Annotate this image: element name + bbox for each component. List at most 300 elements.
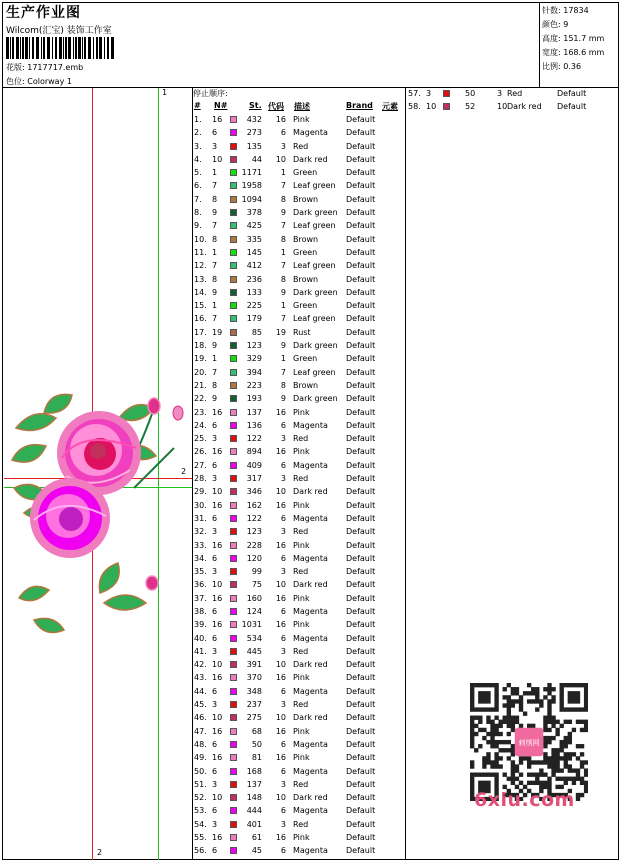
qr-module — [482, 764, 486, 768]
cell-needle: 3 — [212, 474, 218, 484]
cell-st: 1031 — [241, 620, 262, 630]
qr-module — [576, 744, 580, 748]
color-swatch — [230, 435, 237, 442]
qr-module — [551, 724, 555, 728]
qr-module — [519, 707, 523, 711]
cell-desc: Leaf green — [293, 367, 336, 377]
color-swatch — [443, 103, 450, 110]
qr-module — [576, 707, 580, 711]
qr-module — [547, 716, 551, 720]
cell-code: 3 — [280, 646, 286, 656]
color-swatch — [230, 555, 237, 562]
cell-needle: 1 — [212, 247, 218, 257]
qr-module — [584, 724, 588, 728]
stop-table — [193, 114, 407, 859]
col-element: 元素 — [382, 102, 398, 111]
color-swatch — [230, 821, 237, 828]
qr-module — [519, 773, 523, 777]
barcode — [6, 37, 116, 59]
cell-brand: Default — [346, 168, 376, 178]
qr-module — [515, 777, 519, 781]
color-swatch — [230, 475, 237, 482]
cell-desc: Brown — [293, 380, 319, 390]
qr-module — [539, 760, 543, 764]
cell-desc: Red — [293, 700, 309, 710]
qr-module — [511, 781, 515, 785]
stat-colors: 颜色: 9 — [542, 20, 569, 29]
qr-module — [515, 768, 519, 772]
qr-module — [543, 736, 547, 740]
qr-module — [470, 728, 474, 732]
table-row — [193, 500, 407, 513]
qr-module — [547, 703, 551, 707]
cell-code: 9 — [280, 208, 286, 218]
table-row — [193, 779, 407, 792]
qr-module — [555, 768, 559, 772]
qr-module — [543, 773, 547, 777]
qr-module — [547, 777, 551, 781]
color-swatch — [230, 409, 237, 416]
qr-module — [543, 695, 547, 699]
qr-module — [572, 728, 576, 732]
qr-module — [498, 732, 502, 736]
cell-needle: 1 — [212, 354, 218, 364]
cell-brand: Default — [346, 314, 376, 324]
qr-module — [564, 683, 568, 687]
cell-desc: Red — [293, 474, 309, 484]
qr-module — [486, 740, 490, 744]
cell-needle: 3 — [212, 779, 218, 789]
cell-num: 3. — [194, 141, 202, 151]
qr-module — [560, 691, 564, 695]
qr-module — [503, 695, 507, 699]
qr-module — [523, 711, 527, 715]
qr-module — [547, 781, 551, 785]
cell-desc: Magenta — [293, 513, 328, 523]
qr-module — [555, 777, 559, 781]
qr-module — [470, 724, 474, 728]
qr-module — [555, 748, 559, 752]
color-swatch — [230, 156, 237, 163]
col-stitches: St. — [249, 101, 262, 110]
rose-buds — [146, 398, 183, 590]
table-row — [193, 566, 407, 579]
qr-module — [535, 781, 539, 785]
qr-module — [486, 683, 490, 687]
color-swatch — [230, 169, 237, 176]
qr-module — [478, 707, 482, 711]
marker-right: 2 — [181, 467, 187, 476]
qr-module — [515, 687, 519, 691]
cell-code: 6 — [280, 846, 286, 856]
cell-code: 3 — [280, 141, 286, 151]
cell-needle: 6 — [212, 128, 218, 138]
cell-desc: Pink — [293, 115, 310, 124]
qr-module — [470, 732, 474, 736]
table-row — [193, 367, 407, 380]
cell-num: 52. — [194, 793, 207, 803]
table-row — [193, 726, 407, 739]
qr-module — [486, 720, 490, 724]
barcode-bar — [32, 37, 34, 59]
cell-code: 7 — [280, 181, 286, 191]
qr-module — [498, 764, 502, 768]
qr-module — [568, 736, 572, 740]
qr-module — [547, 736, 551, 740]
qr-module — [551, 752, 555, 756]
table-row — [193, 633, 407, 646]
color-swatch — [230, 581, 237, 588]
cell-brand: Default — [346, 793, 376, 803]
qr-module — [470, 716, 474, 720]
cell-code: 10 — [275, 713, 286, 723]
cell-desc: Pink — [293, 673, 310, 683]
table-row — [193, 699, 407, 712]
cell-needle: 9 — [212, 341, 218, 351]
qr-module — [547, 691, 551, 695]
cell-num: 32. — [194, 527, 207, 537]
qr-module — [470, 720, 474, 724]
qr-module — [568, 777, 572, 781]
qr-module — [478, 720, 482, 724]
color-swatch — [230, 289, 237, 296]
qr-module — [494, 744, 498, 748]
qr-module — [482, 773, 486, 777]
qr-module — [560, 768, 564, 772]
barcode-bar — [65, 37, 67, 59]
qr-module — [519, 703, 523, 707]
cell-brand: Default — [346, 434, 376, 444]
qr-module — [560, 744, 564, 748]
table-row — [193, 832, 407, 845]
qr-module — [568, 707, 572, 711]
qr-module — [551, 756, 555, 760]
cell-needle: 9 — [212, 394, 218, 404]
table-row — [193, 606, 407, 619]
qr-module — [568, 683, 572, 687]
cell-brand: Default — [346, 726, 376, 736]
qr-module — [547, 764, 551, 768]
barcode-bar — [59, 37, 62, 59]
qr-module — [580, 777, 584, 781]
table-row — [193, 433, 407, 446]
cell-num: 53. — [194, 806, 207, 816]
qr-module — [486, 691, 490, 695]
table-row — [193, 446, 407, 459]
cell-desc: Dark red — [293, 154, 328, 164]
cell-num: 40. — [194, 633, 207, 643]
cell-desc: Pink — [293, 540, 310, 550]
cell-st: 168 — [246, 766, 262, 776]
cell-num: 4. — [194, 154, 202, 164]
cell-brand: Default — [346, 341, 376, 351]
color-swatch — [230, 608, 237, 615]
cell-needle: 6 — [212, 633, 218, 643]
cell-desc: Magenta — [293, 686, 328, 696]
color-swatch — [230, 741, 237, 748]
qr-module — [547, 728, 551, 732]
cell-needle: 16 — [212, 620, 223, 630]
cell-desc: Green — [293, 168, 318, 178]
page-title: 生产作业图 — [6, 5, 81, 21]
table-row — [193, 619, 407, 632]
cell-code: 3 — [280, 700, 286, 710]
qr-module — [527, 760, 531, 764]
cell-brand: Default — [346, 487, 376, 497]
qr-module — [482, 691, 486, 695]
qr-module — [543, 716, 547, 720]
qr-module — [478, 695, 482, 699]
barcode-bar — [82, 37, 83, 59]
qr-module — [551, 764, 555, 768]
cell-brand: Default — [346, 420, 376, 430]
cell-needle: 3 — [212, 434, 218, 444]
cell-desc: Dark red — [293, 580, 328, 590]
cell-code: 16 — [275, 753, 286, 763]
cell-brand: Default — [346, 527, 376, 537]
qr-module — [470, 687, 474, 691]
qr-module — [482, 760, 486, 764]
cell-brand: Default — [346, 660, 376, 670]
qr-module — [519, 724, 523, 728]
qr-module — [584, 768, 588, 772]
color-swatch — [230, 355, 237, 362]
cell-num: 29. — [194, 487, 207, 497]
qr-module — [539, 699, 543, 703]
cell-code: 7 — [280, 314, 286, 324]
barcode-bar — [88, 37, 91, 59]
qr-module — [531, 687, 535, 691]
cell-num: 18. — [194, 341, 207, 351]
qr-module — [531, 724, 535, 728]
cell-code: 6 — [280, 806, 286, 816]
cell-desc: Magenta — [293, 633, 328, 643]
color-swatch — [230, 369, 237, 376]
qr-module — [511, 724, 515, 728]
cell-needle: 10 — [212, 580, 223, 590]
qr-module — [560, 777, 564, 781]
table-row — [193, 792, 407, 805]
cell-num: 15. — [194, 301, 207, 311]
qr-module — [503, 740, 507, 744]
color-swatch — [230, 302, 237, 309]
color-swatch — [230, 621, 237, 628]
qr-module — [527, 764, 531, 768]
table-row — [193, 327, 407, 340]
qr-module — [507, 724, 511, 728]
cell-needle: 3 — [212, 567, 218, 577]
color-swatch — [230, 648, 237, 655]
cell-num: 20. — [194, 367, 207, 377]
cell-needle: 3 — [212, 819, 218, 829]
qr-module — [470, 707, 474, 711]
cell-code: 16 — [275, 407, 286, 417]
cell-code: 8 — [280, 194, 286, 204]
table-row — [193, 712, 407, 725]
cell-brand: Default — [346, 474, 376, 484]
qr-module — [547, 711, 551, 715]
cell-st: 394 — [246, 367, 262, 377]
cell-code: 6 — [280, 553, 286, 563]
cell-code: 10 — [275, 154, 286, 164]
qr-module — [568, 691, 572, 695]
qr-module — [511, 752, 515, 756]
cell-num: 17. — [194, 327, 207, 337]
cell-code: 7 — [280, 221, 286, 231]
cell-needle: 6 — [212, 460, 218, 470]
qr-module — [543, 781, 547, 785]
cell-needle: 3 — [212, 700, 218, 710]
cell-brand: Default — [346, 194, 376, 204]
cell-brand: Default — [346, 208, 376, 218]
cell-brand: Default — [346, 633, 376, 643]
colorway-label: 色位: — [6, 77, 25, 86]
qr-module — [576, 691, 580, 695]
qr-module — [511, 768, 515, 772]
qr-module — [494, 699, 498, 703]
qr-module — [486, 756, 490, 760]
barcode-bar — [68, 37, 71, 59]
table-row — [193, 553, 407, 566]
table-row — [193, 340, 407, 353]
marker-bottom: 2 — [97, 848, 103, 857]
qr-module — [494, 703, 498, 707]
qr-module — [539, 773, 543, 777]
qr-module — [490, 740, 494, 744]
qr-module — [515, 691, 519, 695]
qr-module — [507, 756, 511, 760]
cell-desc: Dark red — [507, 102, 542, 112]
col-brand: Brand — [346, 101, 373, 110]
qr-module — [511, 716, 515, 720]
qr-module — [515, 716, 519, 720]
table-row — [193, 460, 407, 473]
qr-module — [572, 781, 576, 785]
stats-divider — [539, 2, 540, 88]
qr-module — [515, 699, 519, 703]
table-row — [193, 260, 407, 273]
cell-code: 10 — [497, 102, 508, 112]
qr-module — [503, 703, 507, 707]
company-name: Wilcom(汇宝) 装饰工作室 — [6, 26, 112, 36]
cell-desc: Pink — [293, 500, 310, 510]
cell-needle: 6 — [212, 553, 218, 563]
cell-num: 47. — [194, 726, 207, 736]
cell-num: 37. — [194, 593, 207, 603]
qr-module — [527, 724, 531, 728]
barcode-bar — [43, 37, 45, 59]
cell-num: 43. — [194, 673, 207, 683]
cell-num: 49. — [194, 753, 207, 763]
qr-module — [494, 707, 498, 711]
cell-brand: Default — [346, 141, 376, 151]
cell-num: 38. — [194, 606, 207, 616]
cell-desc: Pink — [293, 407, 310, 417]
qr-module — [486, 760, 490, 764]
cell-st: 236 — [246, 274, 262, 284]
cell-code: 10 — [275, 793, 286, 803]
color-swatch — [230, 847, 237, 854]
qr-module — [576, 695, 580, 699]
qr-module — [486, 707, 490, 711]
cell-st: 123 — [246, 341, 262, 351]
qr-module — [503, 720, 507, 724]
qr-module — [478, 744, 482, 748]
barcode-bar — [55, 37, 57, 59]
cell-desc: Magenta — [293, 766, 328, 776]
qr-module — [576, 756, 580, 760]
cell-desc: Magenta — [293, 846, 328, 856]
qr-module — [543, 720, 547, 724]
qr-module — [494, 752, 498, 756]
qr-module — [494, 756, 498, 760]
cell-needle: 16 — [212, 407, 223, 417]
qr-module — [523, 691, 527, 695]
qr-module — [490, 732, 494, 736]
qr-module — [564, 764, 568, 768]
cell-num: 46. — [194, 713, 207, 723]
qr-module — [503, 773, 507, 777]
qr-module — [511, 773, 515, 777]
cell-num: 26. — [194, 447, 207, 457]
col-code: 代码 — [268, 102, 284, 111]
cell-needle: 6 — [212, 806, 218, 816]
qr-module — [470, 781, 474, 785]
cell-brand: Default — [346, 713, 376, 723]
qr-module — [576, 793, 580, 797]
cell-brand: Default — [346, 327, 376, 337]
cell-desc: Pink — [293, 447, 310, 457]
qr-module — [531, 691, 535, 695]
qr-module — [564, 707, 568, 711]
color-swatch — [230, 129, 237, 136]
qr-module — [547, 707, 551, 711]
qr-module — [543, 740, 547, 744]
cell-brand: Default — [557, 102, 587, 112]
cell-code: 7 — [280, 261, 286, 271]
cell-desc: Pink — [293, 753, 310, 763]
cell-desc: Magenta — [293, 606, 328, 616]
barcode-bar — [104, 37, 105, 59]
cell-desc: Brown — [293, 274, 319, 284]
cell-needle: 8 — [212, 194, 218, 204]
qr-module — [482, 683, 486, 687]
qr-module — [519, 756, 523, 760]
cell-st: 123 — [246, 527, 262, 537]
qr-module — [494, 781, 498, 785]
qr-module — [580, 720, 584, 724]
cell-desc: Dark green — [293, 287, 338, 297]
barcode-bar — [111, 37, 114, 59]
col-needle: N# — [214, 101, 228, 110]
qr-module — [560, 740, 564, 744]
cell-needle: 7 — [212, 181, 218, 191]
cell-num: 57. — [408, 89, 421, 98]
cell-needle: 16 — [212, 447, 223, 457]
cell-num: 9. — [194, 221, 202, 231]
cell-brand: Default — [346, 261, 376, 271]
qr-module — [503, 687, 507, 691]
cell-needle: 10 — [212, 487, 223, 497]
cell-needle: 7 — [212, 221, 218, 231]
qr-module — [535, 760, 539, 764]
barcode-bar — [52, 37, 53, 59]
table-row — [193, 845, 407, 858]
cell-num: 33. — [194, 540, 207, 550]
cell-st: 1958 — [241, 181, 262, 191]
qr-module — [560, 683, 564, 687]
cell-code: 8 — [280, 380, 286, 390]
